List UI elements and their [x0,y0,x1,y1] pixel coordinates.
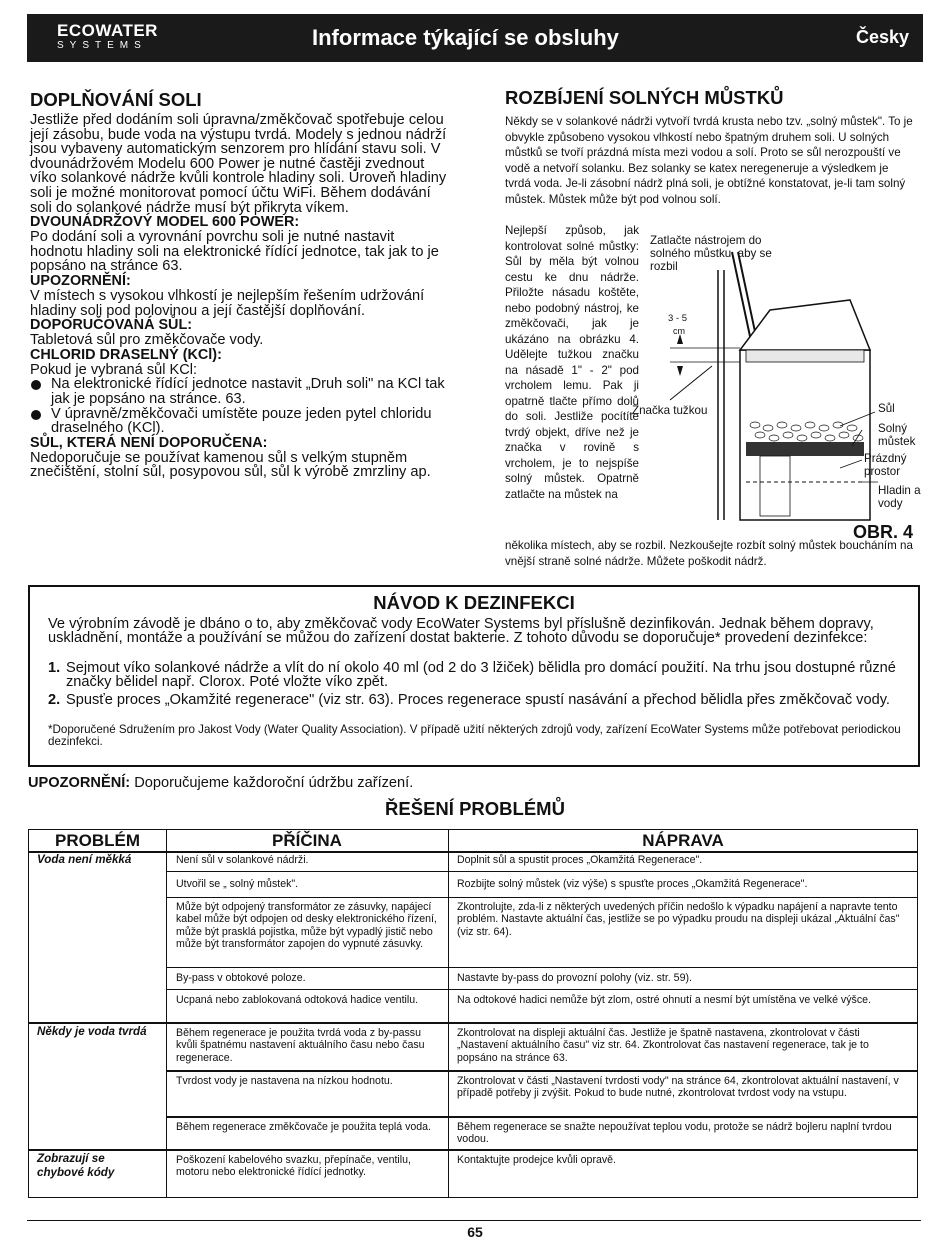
page-header [27,14,923,62]
dual-title: DVOUNÁDRŽOVÝ MODEL 600 POWER: [30,214,300,231]
footer-rule [27,1220,921,1221]
not-recommended-body: Nedoporučuje se používat kamenou sůl s velkým stupněm znečištění, stolní sůl, posypovou sůl, sůl k výrobě zmrzliny ap. [30,449,431,481]
language-label: Česky [855,27,909,47]
cause-cell: Ucpaná nebo zablokovaná odtoková hadice ventilu. [176,994,419,1006]
bridge-title: ROZBÍJENÍ SOLNÝCH MŮSTKŮ [505,87,784,108]
push-tool-label: Zatlačte nástrojem do solného můstku, aby se rozbil [650,234,772,273]
cause-cell: Během regenerace je použita tvrdá voda z by-passu kvůli špatnému nastavení aktuálního času nebo času regenerace. [176,1027,425,1064]
ecowater-logo [57,22,158,52]
pencil-mark-label: Značka tužkou [632,404,708,417]
bridge-intro: Někdy se v solankové nádrži vytvoří tvrdá krusta nebo tzv. „solný můstek". To je obvykle způsobeno vysokou vlhkostí nebo špatným druhem soli. U solných můstků se tvoří prázdná místa mezi vodou a solí. Proto se sůl nerozpouští ve vodě a netvoří solanku. Bez solanky se katex neregeneruje a výsledkem je tvrdá voda. Je-li zásobní nádrž plná soli, je obtížné konstatovat, je-li tam solný můstek. Můstek může být pod volnou solí. [505,115,913,206]
bridge-instructions: Nejlepší způsob, jak kontrolovat solné můstky: Sůl by měla být volnou cestu ke dnu nádrže. Přiložte násadu koštěte, nebo podobný nástroj, ke změkčovači, jak je ukázáno na obrázku 4. Udělejte tužkou značku na násadě 1" - 2" pod vrcholem lemu. Pak ji opatrně tlačte přímo dolů do soli. Jestliže pocítíte tvrdý objekt, dříve než je značka v rovině s vrcholem, je to nejspíše solný můstek. Opatrně zatlačte na můstek na [505,224,639,501]
page-title: Informace týkající se obsluhy [312,25,619,50]
maintenance-note: UPOZORNĚNÍ: Doporučujeme každoroční údržbu zařízení. [28,775,414,791]
not-recommended-title: SŮL, KTERÁ NENÍ DOPORUČENA: [30,434,268,451]
bridge-warning: několika místech, aby se rozbil. Nezkoušejte rozbít solný můstek boucháním na vnější straně solné nádrže. Můžete poškodit nádrž. [505,539,913,568]
water-level-label: Hladin a vody [878,484,921,510]
fix-cell: Nastavte by-pass do provozní polohy (viz. str. 59). [457,972,692,984]
salt-title: DOPLŇOVÁNÍ SOLI [30,89,202,110]
empty-space-label: Prázdný prostor [864,452,907,478]
fix-cell: Během regenerace se snažte nepoužívat teplou vodu, protože se nádrž bojleru naplní tvrdou vodou. [457,1121,892,1146]
salt-section [30,90,450,480]
cause-cell: Poškození kabelového svazku, přepínače, ventilu, motoru nebo elektronické řídící jednotky. [176,1154,411,1179]
troubleshooting-title: ŘEŠENÍ PROBLÉMŮ [385,798,565,819]
brand-bottom: SYSTEMS [57,40,147,51]
problem-sometimes-hard: Někdy je voda tvrdá [37,1025,147,1038]
caution-body: V místech s vysokou vlhkostí je nejlepším řešením udržování hladiny soli pod polovinou a její častější doplňování. [30,287,425,319]
fix-cell: Zkontrolovat v části „Nastavení tvrdosti vody" na stránce 64, zkontrolovat aktuální nastavení, v případě potřeby ji zvýšit. Pokud to bude nutné, zkontrolovat tvrdost vody na vstupu. [457,1075,899,1100]
recommended-body: Tabletová sůl pro změkčovače vody. [30,332,264,349]
fix-cell: Na odtokové hadici nemůže být zlom, ostré ohnutí a nesmí být umístěna ve velké výšce. [457,994,871,1006]
cause-cell: Během regenerace změkčovače je použita teplá voda. [176,1121,431,1133]
dimension-value: 3 - 5 [668,313,688,324]
salt-bridge-crust [746,442,864,456]
bullet-icon [31,410,41,420]
fix-cell: Doplnit sůl a spustit proces „Okamžitá Regenerace". [457,854,703,866]
kcl-title: CHLORID DRASELNÝ (KCl): [30,346,222,363]
kcl-bullet: V úpravně/změkčovači umístěte pouze jeden pytel chloridu draselného (KCl). [30,407,450,436]
header-problem: PROBLÉM [55,831,140,850]
cause-cell: Může být odpojený transformátor ze zásuvky, napájecí kabel může být odpojen od desky elektronického řízení, může být prasklá pojistka, může být vypadlý jistič nebo může být transformátor zapojen do vypnuté zásuvky. [176,901,437,950]
fix-cell: Zkontrolovat na displeji aktuální čas. Jestliže je špatně nastavena, zkontrolovat v části „Nastavení aktuálního času" viz str. 64. Zkontrolovat čas nastavení regenerace, tak je to popsáno na stránce 63. [457,1027,869,1064]
disinfection-step: 2. Spusťe proces „Okamžité regenerace" (viz str. 63). Proces regenerace spustí nasávání a přechod bělidla přes změkčovač vody. [48,692,890,708]
kcl-body: Pokud je vybraná sůl KCl: [30,361,198,378]
troubleshooting-table [28,829,918,1198]
bullet-icon [31,380,41,390]
salt-label: Sůl [878,402,895,415]
disinfection-box [28,585,920,767]
dimension-unit: cm [673,326,685,336]
caution-title: UPOZORNĚNÍ: [30,272,131,289]
page-number: 65 [467,1224,483,1240]
brand-top: ECOWATER [57,21,158,40]
cause-cell: Tvrdost vody je nastavena na nízkou hodnotu. [176,1075,393,1087]
cause-cell: Není sůl v solankové nádrži. [176,854,309,866]
recommended-title: DOPORUČOVANÁ SŮL: [30,317,193,334]
disinfection-step: 1. Sejmout víko solankové nádrže a vlít do ní okolo 40 ml (od 2 do 3 lžiček) bělidla pro domácí použití. Na trhu jsou dostupné různé značky bělidel např. Clorox. Poté vložte víko zpět. [48,660,896,691]
fix-cell: Kontaktujte prodejce kvůli opravě. [457,1154,616,1166]
figure-caption: OBR. 4 [853,522,914,542]
header-cause: PŘÍČINA [272,831,342,850]
disinfection-title: NÁVOD K DEZINFEKCI [373,592,575,613]
disinfection-note: *Doporučené Sdružením pro Jakost Vody (Water Quality Association). V případě užití některých zdrojů vody, zařízení EcoWater Systems může potřebovat periodickou dezinfekci. [48,723,901,748]
salt-body: Jestliže před dodáním soli úpravna/změkčovač spotřebuje celou její zásobu, bude voda na výstupu tvrdá. Modely s jednou nádrží jsou vybaveny automatickým senzorem pro hlídání stavu soli. V dvounádržovém Modelu 600 Power je nutné častěji zvednout víko solankové nádrže kvůli kontrole hladiny soli. Úroveň hladiny soli je možné monitorovat pomocí účtu WiFi. Během dodávání soli do solankové nádrže musí být přikryta víkem. [30,112,447,216]
fix-cell: Zkontrolujte, zda-li z některých uvedených příčin nedošlo k výpadku napájení a napravte tento problém. Nastavte aktuální čas, jestliže se po výpadku proudu na displeji ukázal „Aktuální čas" (viz str. 64). [457,901,900,938]
disinfection-intro: Ve výrobním závodě je dbáno o to, aby změkčovač vody EcoWater Systems byl příslušně dezinfikován. Jednak během dopravy, uskladnění, montáže a používání se můžou do zařízení dostat bakterie. Z tohoto důvodu se doporučuje* provedení dezinfekce: [48,616,874,647]
problem-not-soft: Voda není měkká [37,853,132,866]
kcl-bullet: Na elektronické řídící jednotce nastavit „Druh soli" na KCl tak jak je popsáno na stránce. 63. [30,377,450,406]
problem-error-codes: Zobrazují se chybové kódy [37,1152,115,1179]
dual-body: Po dodání soli a vyrovnání povrchu soli je nutné nastavit hodnotu hladiny soli na elektronické řídící jednotce, tak jak to je popsáno na stránce 63. [30,229,439,275]
cause-cell: Utvořil se „ solný můstek". [176,878,299,890]
bridge-section [505,88,915,207]
salt-bridge-label: Solný můstek [878,422,916,448]
fix-cell: Rozbijte solný můstek (viz výše) s spusťte proces „Okamžitá Regenerace". [457,878,808,890]
header-fix: NÁPRAVA [642,831,724,850]
cause-cell: By-pass v obtokové poloze. [176,972,306,984]
